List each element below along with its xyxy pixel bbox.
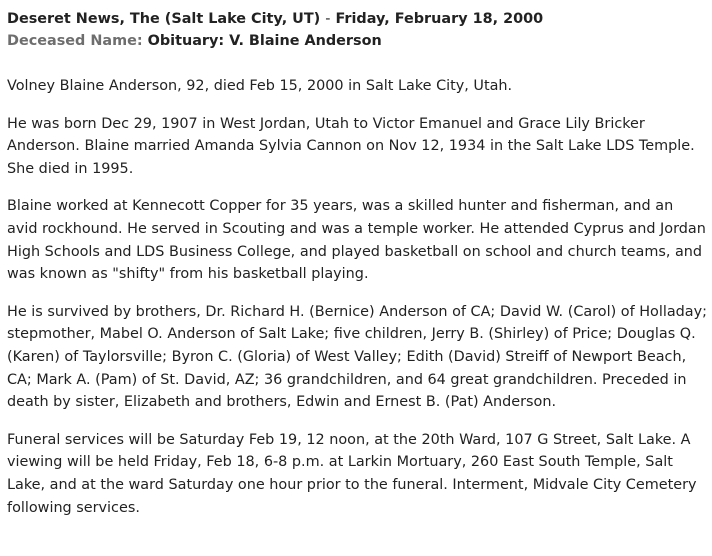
paragraph-birth-marriage: He was born Dec 29, 1907 in West Jordan, Utah to Victor Emanuel and Grace Lily Bricker Anderson. Blaine married Amanda Sylvia Cannon on Nov 12, 1934 in the Salt Lake LDS Temple. She died in 1995.: [7, 115, 695, 177]
obituary-body: [7, 75, 707, 519]
paragraph-survivors: He is survived by brothers, Dr. Richard H. (Bernice) Anderson of CA; David W. (Carol) of Holladay; stepmother, Mabel O. Anderson of Salt Lake; five children, Jerry B. (Shirley) of Price; Douglas Q. (Karen) of Taylorsville; Byron C. (Gloria) of West Valley; Edith (David) Streiff of Newport Beach, CA; Mark A. (Pam) of St. David, AZ; 36 grandchildren, and 64 great grandchildren. Preceded in death by sister, Elizabeth and brothers, Edwin and Ernest B. (Pat) Anderson.: [7, 303, 707, 411]
publication-date: Friday, February 18, 2000: [335, 11, 544, 27]
publication-name: Deseret News, The (Salt Lake City, UT): [7, 11, 321, 27]
paragraph-life: Blaine worked at Kennecott Copper for 35 years, was a skilled hunter and fisherman, and an avid rockhound. He served in Scouting and was a temple worker. He attended Cyprus and Jordan High Schools and LDS Business College, and played basketball on school and church teams, and was known as "shifty" from his basketball playing.: [7, 198, 706, 283]
deceased-line: [7, 30, 712, 52]
deceased-label: Deceased Name:: [7, 33, 143, 49]
paragraph-services: Funeral services will be Saturday Feb 19, 12 noon, at the 20th Ward, 107 G Street, Salt Lake. A viewing will be held Friday, Feb 18, 6-8 p.m. at Larkin Mortuary, 260 East South Temple, Salt Lake, and at the ward Saturday one hour prior to the funeral. Interment, Midvale City Cemetery following services.: [7, 431, 697, 516]
publication-line: [7, 8, 712, 30]
deceased-name: Obituary: V. Blaine Anderson: [147, 33, 382, 49]
header-separator: -: [325, 11, 331, 27]
paragraph-death: Volney Blaine Anderson, 92, died Feb 15, 2000 in Salt Lake City, Utah.: [7, 78, 513, 94]
